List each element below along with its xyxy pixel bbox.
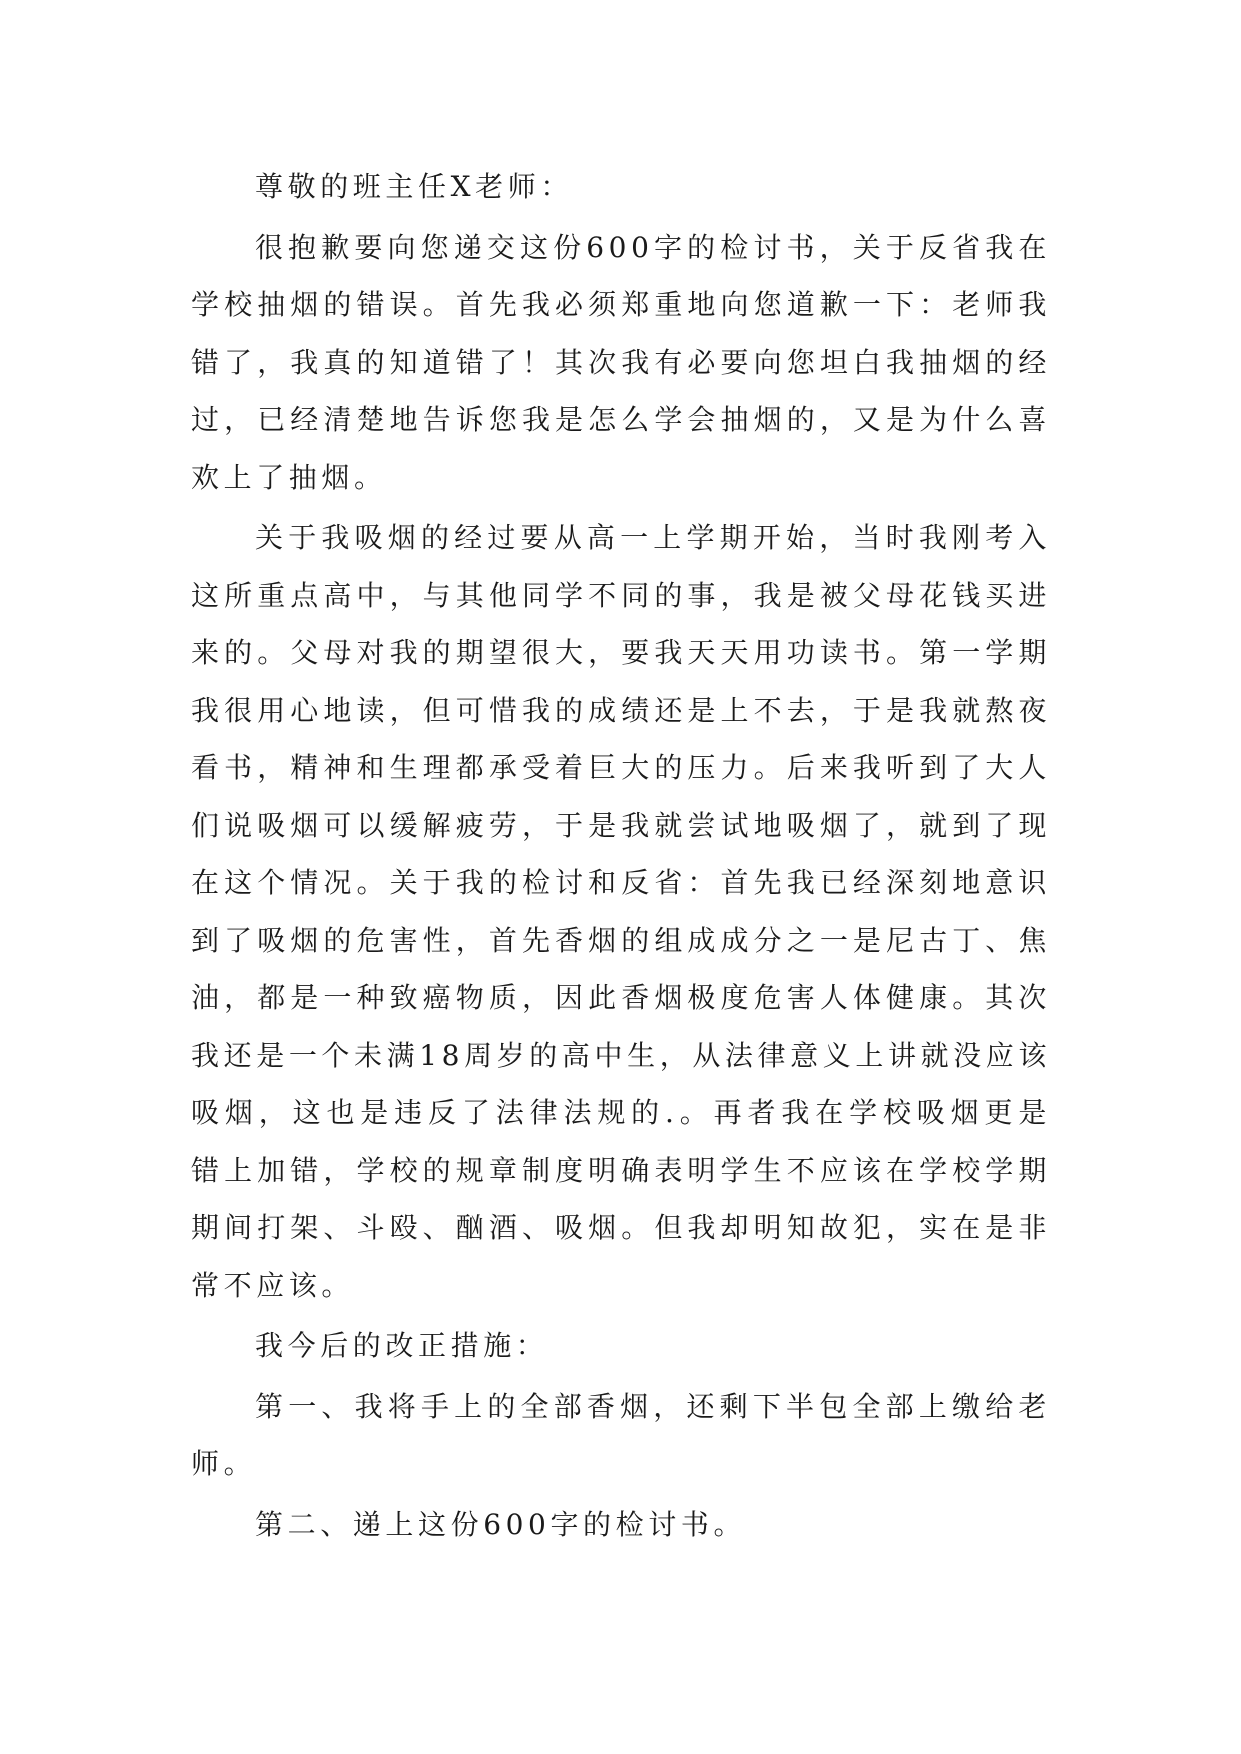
paragraph-measure-two: 第二、递上这份600字的检讨书。 — [255, 1507, 747, 1541]
paragraph-apology: 很抱歉要向您递交这份600字的检讨书，关于反省我在学校抽烟的错误。首先我必须郑重地向您道歉一下：老师我错了，我真的知道错了！其次我有必要向您坦白我抽烟的经过，已经清楚地告诉您我是怎么学会抽烟的，又是为什么喜欢上了抽烟。 — [191, 230, 1051, 494]
paragraph-smoking-history: 关于我吸烟的经过要从高一上学期开始，当时我刚考入这所重点高中，与其他同学不同的事，我是被父母花钱买进来的。父母对我的期望很大，要我天天用功读书。第一学期我很用心地读，但可惜我的成绩还是上不去，于是我就熬夜看书，精神和生理都承受着巨大的压力。后来我听到了大人们说吸烟可以缓解疲劳，于是我就尝试地吸烟了，就到了现在这个情况。关于我的检讨和反省：首先我已经深刻地意识到了吸烟的危害性，首先香烟的组成成分之一是尼古丁、焦油，都是一种致癌物质，因此香烟极度危害人体健康。其次我还是一个未满18周岁的高中生，从法律意义上讲就没应该吸烟，这也是违反了法律法规的.。再者我在学校吸烟更是错上加错，学校的规章制度明确表明学生不应该在学校学期期间打架、斗殴、酗酒、吸烟。但我却明知故犯，实在是非常不应该。 — [191, 521, 1051, 1302]
document-body — [191, 158, 1051, 1553]
paragraph-correction-heading: 我今后的改正措施： — [255, 1329, 549, 1362]
paragraph-measure-one: 第一、我将手上的全部香烟，还剩下半包全部上缴给老师。 — [191, 1389, 1051, 1480]
salutation: 尊敬的班主任X老师： — [255, 170, 573, 203]
